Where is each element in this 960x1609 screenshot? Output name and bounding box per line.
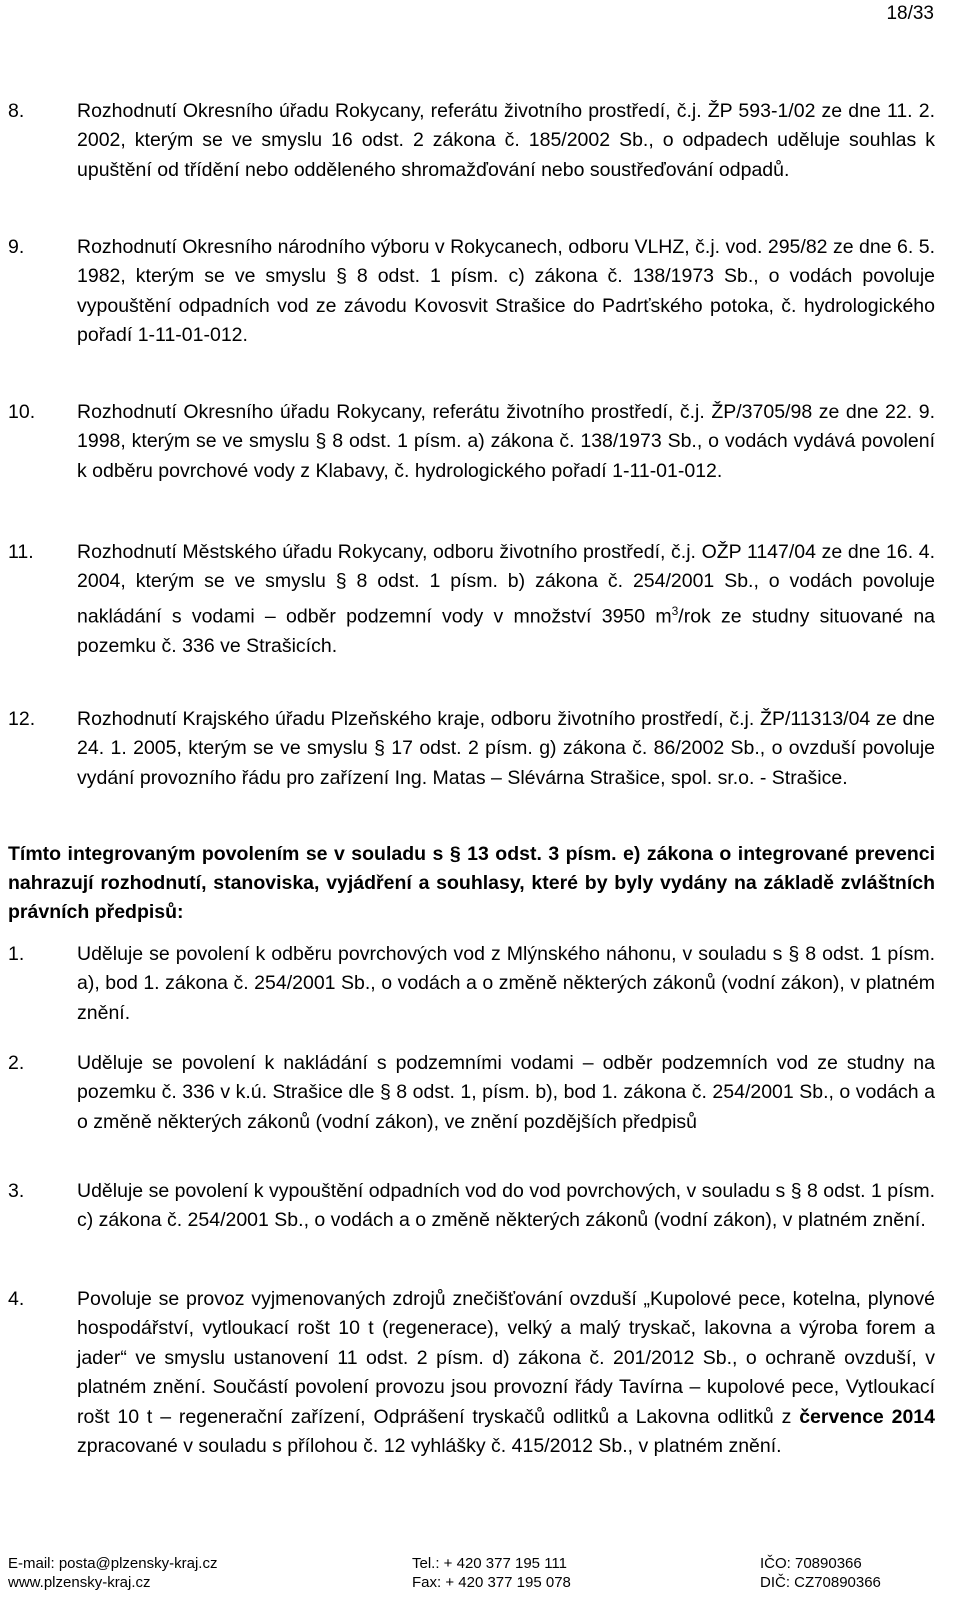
item-number: 9. [8,236,25,258]
item-text [77,1285,935,1461]
item-text: Rozhodnutí Okresního úřadu Rokycany, referátu životního prostředí, č.j. ŽP 593-1/02 ze dne 11. 2. 2002, kterým se ve smyslu 16 odst. 2 zákona č. 185/2002 Sb., o odpadech uděluje souhlas k upuštění od třídění nebo odděleného shromažďování nebo soustřeďování odpadů. [77,100,935,181]
item-text: Rozhodnutí Okresního úřadu Rokycany, referátu životního prostředí, č.j. ŽP/3705/98 ze dne 22. 9. 1998, kterým se ve smyslu § 8 odst. 1 písm. a) zákona č. 138/1973 Sb., o vodách vydává povolení k odběru povrchové vody z Klabavy, č. hydrologického pořadí 1-11-01-012. [77,401,935,482]
bold-paragraph: Tímto integrovaným povolením se v souladu s § 13 odst. 3 písm. e) zákona o integrované prevenci nahrazují rozhodnutí, stanoviska, vyjádření a souhlasy, které by byly vydány na základě zvláštních právních předpisů: [8,843,935,923]
item-number: 12. [8,708,36,730]
item-number: 1. [8,943,25,965]
footer-dic: DIČ: CZ70890366 [760,1574,881,1591]
item-number: 8. [8,100,25,122]
page-number: 18/33 [886,3,934,24]
item-number: 4. [8,1288,25,1310]
item-number: 10. [8,401,36,423]
list-item [8,398,935,486]
list-item [8,1049,935,1137]
list-item [8,1285,935,1461]
list-item [8,705,935,793]
superscript: 3 [671,603,679,618]
item-text: Uděluje se povolení k vypouštění odpadních vod do vod povrchových, v souladu s § 8 odst. 1 písm. c) zákona č. 254/2001 Sb., o vodách a o změně některých zákonů (vodní zákon), v platném znění. [77,1180,935,1232]
item-text: Rozhodnutí Okresního národního výboru v Rokycanech, odboru VLHZ, č.j. vod. 295/82 ze dne 6. 5. 1982, kterým se ve smyslu § 8 odst. 1 písm. c) zákona č. 138/1973 Sb., o vodách povoluje vypouštění odpadních vod ze závodu Kovosvit Strašice do Padrťského potoka, č. hydrologického pořadí 1-11-01-012. [77,236,935,347]
footer-email: E-mail: posta@plzensky-kraj.cz [8,1555,218,1572]
list-item [8,233,935,351]
footer-web: www.plzensky-kraj.cz [8,1574,151,1591]
item-text: Rozhodnutí Krajského úřadu Plzeňského kraje, odboru životního prostředí, č.j. ŽP/11313/04 ze dne 24. 1. 2005, kterým se ve smyslu § 17 odst. 2 písm. g) zákona č. 86/2002 Sb., o ovzduší povoluje vydání provozního řádu pro zařízení Ing. Matas – Slévárna Strašice, spol. sr.o. - Strašice. [77,708,935,789]
footer-ico: IČO: 70890366 [760,1555,862,1572]
item-number: 11. [8,541,34,563]
item-text-part: zpracované v souladu s přílohou č. 12 vyhlášky č. 415/2012 Sb., v platném znění. [77,1435,782,1458]
footer-phone [412,1554,571,1592]
item-text: Uděluje se povolení k odběru povrchových vod z Mlýnského náhonu, v souladu s § 8 odst. 1 písm. a), bod 1. zákona č. 254/2001 Sb., o vodách a o změně některých zákonů (vodní zákon), v platném znění. [77,943,935,1024]
list-item [8,1177,935,1236]
list-item [8,538,935,661]
item-text [77,538,935,661]
item-text-part: Povoluje se provoz vyjmenovaných zdrojů znečišťování ovzduší „Kupolové pece, kotelna, plynové hospodářství, vytloukací rošt 10 t (regenerace), velký a malý tryskač, lakovna a výroba forem a jader“ ve smyslu ustanovení 11 odst. 2 písm. d) zákona č. 201/2012 Sb., o ochraně ovzduší, v platném znění. Součástí povolení provozu jsou provozní řády Tavírna – kupolové pece, Vytloukací rošt 10 t – regenerační zařízení, Odprášení tryskačů odlitků a Lakovna odlitků z [77,1288,935,1428]
item-text: Uděluje se povolení k nakládání s podzemními vodami – odběr podzemních vod ze studny na pozemku č. 336 v k.ú. Strašice dle § 8 odst. 1, písm. b), bod 1. zákona č. 254/2001 Sb., o vodách a o změně některých zákonů (vodní zákon), ve znění pozdějších předpisů [77,1052,935,1133]
list-item [8,940,935,1028]
item-number: 3. [8,1180,25,1202]
footer-fax: Fax: + 420 377 195 078 [412,1574,571,1591]
list-item [8,97,935,185]
item-text-part: /rok ze studny situované na pozemku č. 336 ve Strašicích. [77,605,936,657]
item-number: 2. [8,1052,25,1074]
footer-tel: Tel.: + 420 377 195 111 [412,1555,567,1572]
footer-contact [8,1554,217,1592]
item-text-part: Rozhodnutí Městského úřadu Rokycany, odboru životního prostředí, č.j. OŽP 1147/04 ze dne 16. 4. 2004, kterým se ve smyslu § 8 odst. 1 písm. b) zákona č. 254/2001 Sb., o vodách povoluje nakládání s vodami – odběr podzemní vody v množství 3950 m [77,541,935,628]
bold-date: července 2014 [799,1405,935,1428]
footer-ids [760,1554,881,1592]
